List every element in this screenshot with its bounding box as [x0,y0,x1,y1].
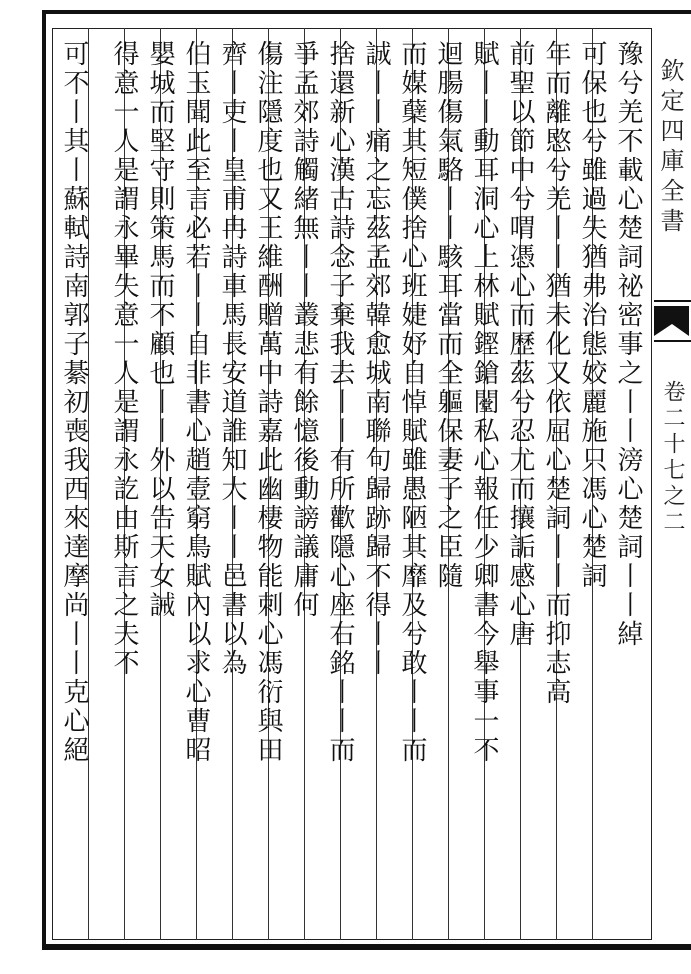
text-column: 齊丨吏丨皇甫冉詩車馬長安道誰知大丨丨邑書以為 [217,40,247,678]
text-column: 年而離愍兮羌丨丨猶未化又依屈心楚詞丨丨而抑志高 [541,40,571,707]
text-column: 誠丨丨痛之忘茲孟郊韓愈城南聯句歸跡歸不得丨丨 [361,40,391,678]
text-column: 伯玉聞此至言必若丨丨自非書心趙壹窮鳥賦內以求心曹昭 [181,40,211,765]
text-column: 而媒蘖其短僕捨心班婕妤自悼賦雖愚陋其靡及兮敢丨丨而 [397,40,427,765]
text-column: 迴腸傷氣駱丨丨駭耳當而全軀保妻子之臣隨 [433,40,463,591]
text-column: 傷注隱度也又王維酬贈萬中詩嘉此幽棲物能刺心馮衍與田 [253,40,283,765]
text-column: 賦丨丨動耳洞心上林賦鏗鎗闛私心報任少卿書今舉事一不 [469,40,499,765]
margin-rule [654,300,691,302]
text-column: 可不丨其丨蘇軾詩南郭子綦初喪我西來達摩尚丨丨克心絕 [59,40,89,765]
text-column: 爭孟郊詩觸緒無丨丨叢悲有餘憶後動謗議庸何 [289,40,319,620]
volume-label: 卷二十七之二 [660,380,685,536]
text-column: 嬰城而堅守則策馬而不顧也丨丨外以告天女誡 [145,40,175,620]
fishtail-mark-icon [652,304,691,338]
text-column: 捨還新心漢古詩念子棄我去丨丨有所歡隱心座右銘丨丨而 [325,40,355,765]
bottom-border [42,944,691,950]
text-column: 前聖以節中兮喟憑心而歷茲兮忍尤而攘詬感心唐 [505,40,535,649]
book-title: 欽定四庫全書 [656,58,684,238]
text-column: 豫兮羌不載心楚詞祕密事之丨丨滂心楚詞丨丨綽 [613,40,643,649]
text-column: 得意一人是謂永畢失意一人是謂永訖由斯言之夫不 [109,40,139,678]
margin-rule [654,340,691,342]
text-column: 可保也兮雖過失猶弗治態姣麗施只馮心楚詞 [577,40,607,591]
